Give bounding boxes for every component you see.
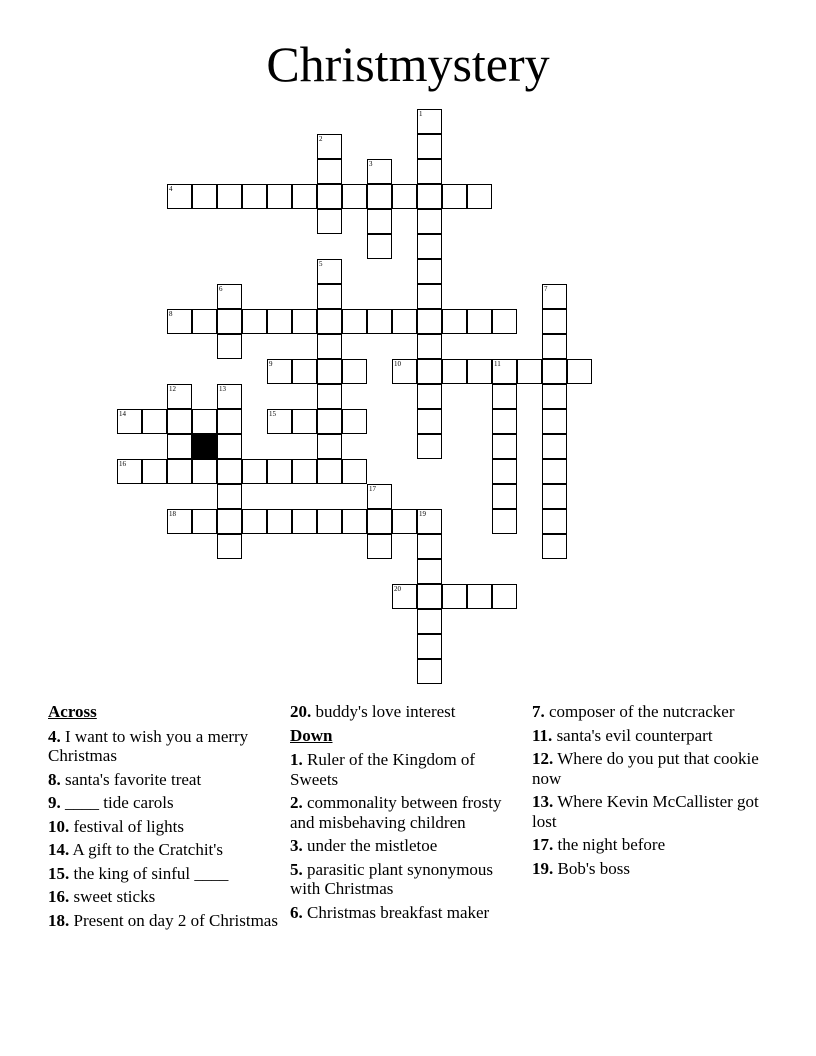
grid-cell[interactable] <box>242 184 267 209</box>
grid-cell[interactable] <box>417 159 442 184</box>
grid-cell[interactable] <box>217 534 242 559</box>
grid-cell[interactable] <box>417 259 442 284</box>
clue-item <box>290 860 526 899</box>
grid-cell[interactable] <box>517 359 542 384</box>
clues-column-3 <box>532 702 772 882</box>
clue-item <box>532 835 772 855</box>
grid-cell[interactable] <box>342 184 367 209</box>
clue-text: the night before <box>553 835 666 854</box>
cell-number: 13 <box>219 385 226 393</box>
grid-cell[interactable] <box>542 409 567 434</box>
grid-cell[interactable] <box>342 509 367 534</box>
grid-cell[interactable] <box>142 459 167 484</box>
grid-cell[interactable] <box>467 309 492 334</box>
grid-cell[interactable] <box>292 409 317 434</box>
grid-cell[interactable] <box>267 359 292 384</box>
grid-cell[interactable] <box>317 359 342 384</box>
cell-number: 1 <box>419 110 423 118</box>
clue-number: 9. <box>48 793 61 812</box>
clue-number: 3. <box>290 836 303 855</box>
grid-cell[interactable] <box>317 259 342 284</box>
clue-number: 13. <box>532 792 554 811</box>
grid-cell[interactable] <box>442 359 467 384</box>
grid-cell[interactable] <box>442 309 467 334</box>
grid-cell[interactable] <box>467 184 492 209</box>
cell-number: 10 <box>394 360 401 368</box>
grid-cell[interactable] <box>542 309 567 334</box>
black-cell <box>192 434 217 459</box>
clue-text: Where do you put that cookie now <box>532 749 759 788</box>
clue-item <box>48 864 278 884</box>
grid-cell[interactable] <box>167 184 192 209</box>
cell-number: 14 <box>119 410 126 418</box>
grid-cell[interactable] <box>217 334 242 359</box>
grid-cell[interactable] <box>492 459 517 484</box>
clue-number: 6. <box>290 902 303 922</box>
clue-item <box>48 817 278 837</box>
grid-cell[interactable] <box>192 309 217 334</box>
grid-cell[interactable] <box>317 409 342 434</box>
clue-number: 16. <box>48 887 70 906</box>
grid-cell[interactable] <box>192 409 217 434</box>
down-heading: Down <box>290 725 333 745</box>
grid-cell[interactable] <box>417 609 442 634</box>
grid-cell[interactable] <box>342 459 367 484</box>
cell-number: 3 <box>369 160 373 168</box>
grid-cell[interactable] <box>367 484 392 509</box>
cell-number: 15 <box>269 410 276 418</box>
clue-text: I want to wish you a merry Christmas <box>48 726 249 765</box>
grid-cell[interactable] <box>417 434 442 459</box>
grid-cell[interactable] <box>392 584 417 609</box>
cell-number: 6 <box>219 285 223 293</box>
grid-cell[interactable] <box>542 459 567 484</box>
grid-cell[interactable] <box>192 509 217 534</box>
clue-text: buddy's love interest <box>311 702 456 721</box>
grid-cell[interactable] <box>417 384 442 409</box>
grid-cell[interactable] <box>367 309 392 334</box>
clue-number: 7. <box>532 702 545 721</box>
puzzle-title: Christmystery <box>266 36 550 92</box>
grid-cell[interactable] <box>417 509 442 534</box>
clue-item <box>290 836 526 856</box>
grid-cell[interactable] <box>367 209 392 234</box>
grid-cell[interactable] <box>167 459 192 484</box>
clue-item <box>532 792 772 831</box>
grid-cell[interactable] <box>492 384 517 409</box>
clue-item <box>48 911 278 931</box>
grid-cell[interactable] <box>292 309 317 334</box>
clue-number: 5. <box>290 859 303 879</box>
clue-number: 12. <box>532 749 554 768</box>
grid-cell[interactable] <box>492 434 517 459</box>
grid-cell[interactable] <box>167 509 192 534</box>
grid-cell[interactable] <box>542 534 567 559</box>
clue-item <box>48 770 278 790</box>
grid-cell[interactable] <box>492 309 517 334</box>
cell-number: 4 <box>169 185 173 193</box>
cell-number: 7 <box>544 285 548 293</box>
grid-cell[interactable] <box>267 184 292 209</box>
cell-number: 18 <box>169 510 176 518</box>
grid-cell[interactable] <box>217 309 242 334</box>
clue-item <box>48 840 278 860</box>
grid-cell[interactable] <box>267 309 292 334</box>
clue-text: Where Kevin McCallister got lost <box>532 792 759 831</box>
grid-cell[interactable] <box>367 534 392 559</box>
clue-item <box>48 793 278 813</box>
grid-cell[interactable] <box>292 359 317 384</box>
grid-cell[interactable] <box>142 409 167 434</box>
clue-item <box>532 702 772 722</box>
cell-number: 11 <box>494 360 501 368</box>
grid-cell[interactable] <box>492 359 517 384</box>
grid-cell[interactable] <box>167 409 192 434</box>
cell-number: 8 <box>169 310 173 318</box>
grid-cell[interactable] <box>417 334 442 359</box>
grid-cell[interactable] <box>492 509 517 534</box>
grid-cell[interactable] <box>542 334 567 359</box>
grid-cell[interactable] <box>217 459 242 484</box>
grid-cell[interactable] <box>217 184 242 209</box>
grid-cell[interactable] <box>292 509 317 534</box>
grid-cell[interactable] <box>542 484 567 509</box>
clue-number: 19. <box>532 858 554 878</box>
grid-cell[interactable] <box>392 509 417 534</box>
grid-cell[interactable] <box>542 434 567 459</box>
clue-number: 8. <box>48 769 61 789</box>
grid-cell[interactable] <box>367 184 392 209</box>
cell-number: 16 <box>119 460 126 468</box>
clue-text: santa's evil counterpart <box>552 725 713 745</box>
grid-cell[interactable] <box>417 534 442 559</box>
grid-cell[interactable] <box>317 184 342 209</box>
clue-text: A gift to the Cratchit's <box>69 840 223 859</box>
grid-cell[interactable] <box>242 309 267 334</box>
grid-cell[interactable] <box>417 184 442 209</box>
clue-text: under the mistletoe <box>302 836 438 855</box>
grid-cell[interactable] <box>117 459 142 484</box>
clue-number: 11. <box>532 725 553 745</box>
grid-cell[interactable] <box>317 159 342 184</box>
grid-cell[interactable] <box>417 284 442 309</box>
grid-cell[interactable] <box>217 409 242 434</box>
grid-cell[interactable] <box>292 184 317 209</box>
grid-cell[interactable] <box>392 309 417 334</box>
clue-item <box>532 726 772 746</box>
cell-number: 17 <box>369 485 376 493</box>
clue-text: festival of lights <box>69 816 184 836</box>
clue-number: 17. <box>532 835 554 854</box>
clue-number: 15. <box>48 863 70 883</box>
cell-number: 2 <box>319 135 323 143</box>
grid-cell[interactable] <box>467 359 492 384</box>
grid-cell[interactable] <box>392 359 417 384</box>
clue-text: ____ tide carols <box>60 793 174 812</box>
clue-number: 1. <box>290 750 303 769</box>
grid-cell[interactable] <box>417 234 442 259</box>
grid-cell[interactable] <box>117 409 142 434</box>
clue-item <box>290 903 526 923</box>
cell-number: 19 <box>419 510 426 518</box>
clue-number: 18. <box>48 910 70 930</box>
grid-cell[interactable] <box>217 484 242 509</box>
grid-cell[interactable] <box>317 134 342 159</box>
grid-cell[interactable] <box>267 509 292 534</box>
cell-number: 20 <box>394 585 401 593</box>
cell-number: 9 <box>269 360 273 368</box>
grid-cell[interactable] <box>217 509 242 534</box>
clue-text: santa's favorite treat <box>60 769 202 789</box>
grid-cell[interactable] <box>492 409 517 434</box>
grid-cell[interactable] <box>492 484 517 509</box>
clue-number: 14. <box>48 840 70 859</box>
grid-cell[interactable] <box>317 309 342 334</box>
clue-number: 10. <box>48 816 70 836</box>
grid-cell[interactable] <box>342 309 367 334</box>
grid-cell[interactable] <box>417 109 442 134</box>
grid-cell[interactable] <box>442 584 467 609</box>
clue-text: the king of sinful ____ <box>69 863 229 883</box>
grid-cell[interactable] <box>292 459 317 484</box>
grid-cell[interactable] <box>417 584 442 609</box>
clue-item <box>290 750 526 789</box>
grid-cell[interactable] <box>417 309 442 334</box>
grid-cell[interactable] <box>342 359 367 384</box>
clues-column-1 <box>48 702 278 934</box>
grid-cell[interactable] <box>317 334 342 359</box>
clue-text: commonality between frosty and misbehaving children <box>290 793 502 832</box>
clue-text: parasitic plant synonymous with Christmas <box>290 859 494 898</box>
clues-column-2 <box>290 702 526 926</box>
grid-cell[interactable] <box>192 459 217 484</box>
clue-number: 2. <box>290 793 303 812</box>
grid-cell[interactable] <box>542 384 567 409</box>
clue-item <box>290 702 526 722</box>
grid-cell[interactable] <box>417 359 442 384</box>
grid-cell[interactable] <box>317 509 342 534</box>
grid-cell[interactable] <box>367 159 392 184</box>
clue-text: sweet sticks <box>69 887 156 906</box>
clue-text: Ruler of the Kingdom of Sweets <box>290 750 476 789</box>
clue-number: 20. <box>290 702 312 721</box>
grid-cell[interactable] <box>417 209 442 234</box>
clue-item <box>48 887 278 907</box>
grid-cell[interactable] <box>317 384 342 409</box>
grid-cell[interactable] <box>217 434 242 459</box>
clue-text: Bob's boss <box>553 858 630 878</box>
grid-cell[interactable] <box>542 284 567 309</box>
grid-cell[interactable] <box>367 234 392 259</box>
grid-cell[interactable] <box>317 209 342 234</box>
grid-cell[interactable] <box>442 184 467 209</box>
grid-cell[interactable] <box>167 309 192 334</box>
clue-text: Present on day 2 of Christmas <box>69 910 278 930</box>
grid-cell[interactable] <box>317 434 342 459</box>
grid-cell[interactable] <box>367 509 392 534</box>
grid-cell[interactable] <box>167 384 192 409</box>
clue-item <box>532 749 772 788</box>
grid-cell[interactable] <box>242 459 267 484</box>
grid-cell[interactable] <box>317 459 342 484</box>
grid-cell[interactable] <box>317 284 342 309</box>
grid-cell[interactable] <box>417 409 442 434</box>
grid-cell[interactable] <box>417 659 442 684</box>
grid-cell[interactable] <box>242 509 267 534</box>
cell-number: 5 <box>319 260 323 268</box>
clue-number: 4. <box>48 726 61 746</box>
grid-cell[interactable] <box>467 584 492 609</box>
grid-cell[interactable] <box>217 384 242 409</box>
grid-cell[interactable] <box>217 284 242 309</box>
grid-cell[interactable] <box>342 409 367 434</box>
grid-cell[interactable] <box>567 359 592 384</box>
clue-item <box>532 859 772 879</box>
grid-cell[interactable] <box>267 409 292 434</box>
grid-cell[interactable] <box>492 584 517 609</box>
grid-cell[interactable] <box>267 459 292 484</box>
clue-text: composer of the nutcracker <box>544 702 735 721</box>
cell-number: 12 <box>169 385 176 393</box>
grid-cell[interactable] <box>417 134 442 159</box>
grid-cell[interactable] <box>417 634 442 659</box>
grid-cell[interactable] <box>192 184 217 209</box>
clue-item <box>48 727 278 766</box>
grid-cell[interactable] <box>167 434 192 459</box>
grid-cell[interactable] <box>417 559 442 584</box>
grid-cell[interactable] <box>392 184 417 209</box>
clue-text: Christmas breakfast maker <box>302 902 490 922</box>
grid-cell[interactable] <box>542 359 567 384</box>
grid-cell[interactable] <box>542 509 567 534</box>
across-heading: Across <box>48 702 97 721</box>
clue-item <box>290 793 526 832</box>
